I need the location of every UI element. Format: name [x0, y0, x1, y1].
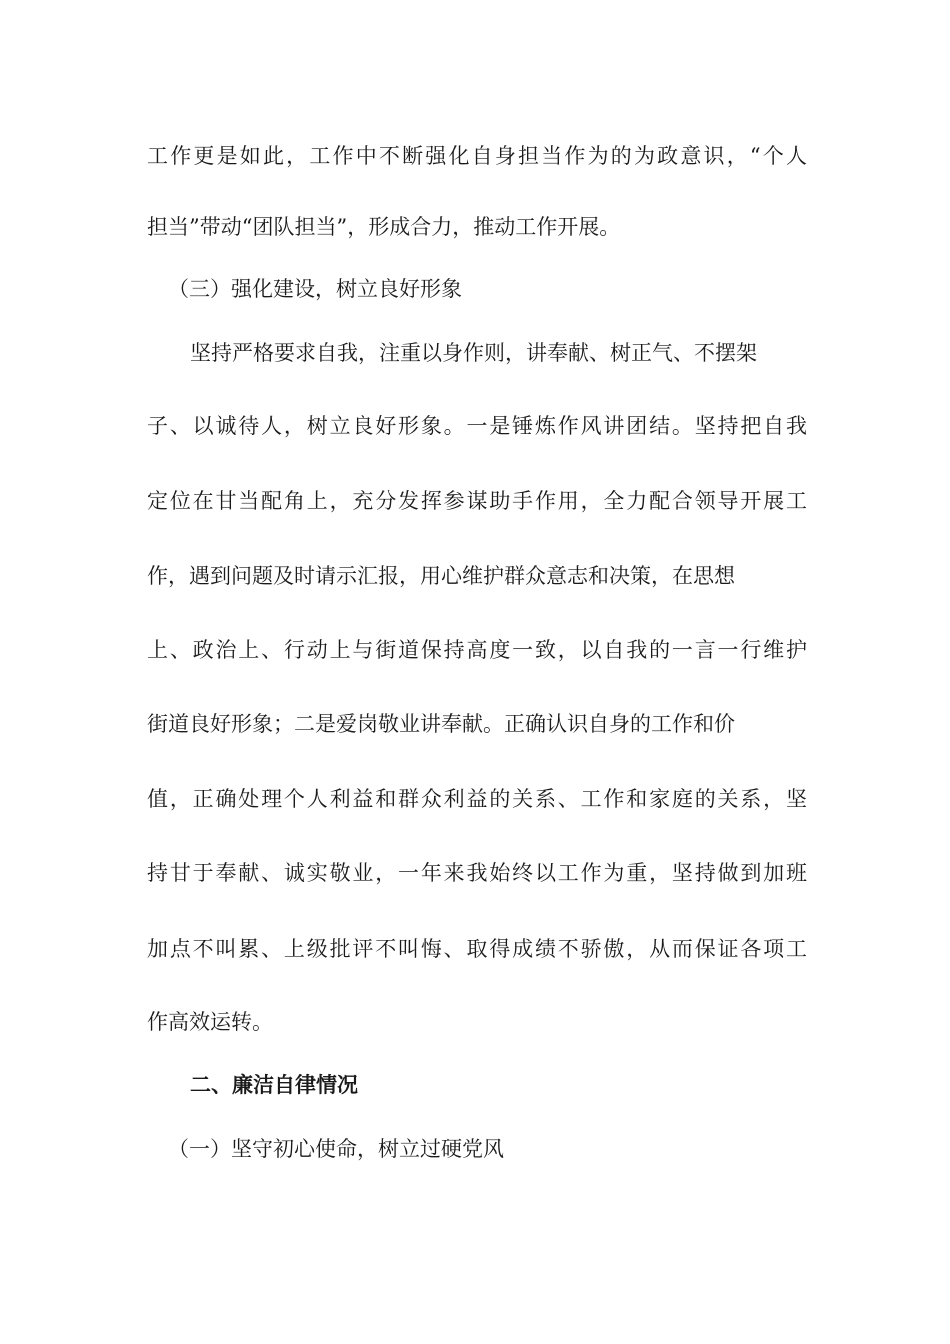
body-text-line: 作高效运转。: [147, 1010, 273, 1034]
body-text-line: 子、以诚待人，树立良好形象。一是锤炼作风讲团结。坚持把自我: [147, 414, 807, 438]
body-text-line: 工作更是如此，工作中不断强化自身担当作为的为政意识，“个人: [147, 144, 807, 168]
subsection-heading: （三）强化建设，树立良好形象: [168, 277, 462, 301]
body-text-line: 持甘于奉献、诚实敬业，一年来我始终以工作为重，坚持做到加班: [147, 861, 807, 885]
body-text-line: 坚持严格要求自我，注重以身作则，讲奉献、树正气、不摆架: [190, 341, 757, 365]
body-text-line: 上、政治上、行动上与街道保持高度一致，以自我的一言一行维护: [147, 638, 807, 662]
body-text-line: 作，遇到问题及时请示汇报，用心维护群众意志和决策，在思想: [147, 564, 735, 588]
body-text-line: 定位在甘当配角上，充分发挥参谋助手作用，全力配合领导开展工: [147, 489, 807, 513]
body-text-line: 加点不叫累、上级批评不叫悔、取得成绩不骄傲，从而保证各项工: [147, 937, 807, 961]
section-heading: 二、廉洁自律情况: [190, 1073, 358, 1097]
subsection-heading: （一）坚守初心使命，树立过硬党风: [168, 1137, 504, 1161]
body-text-line: 值，正确处理个人利益和群众利益的关系、工作和家庭的关系，坚: [147, 787, 807, 811]
body-text-line: 街道良好形象；二是爱岗敬业讲奉献。正确认识自身的工作和价: [147, 712, 735, 736]
body-text-line: 担当”带动“团队担当”，形成合力，推动工作开展。: [147, 215, 621, 239]
